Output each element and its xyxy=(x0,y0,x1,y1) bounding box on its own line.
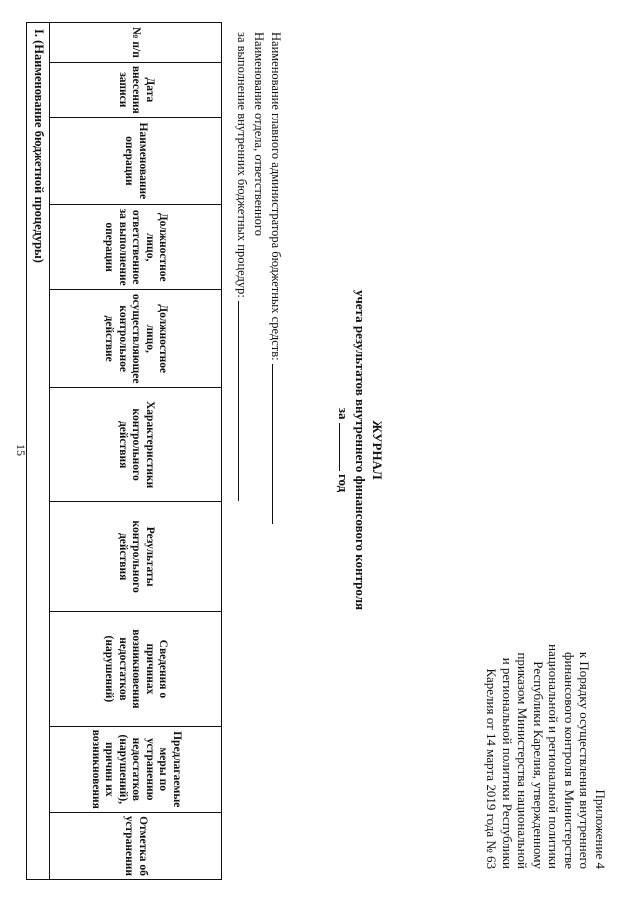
title-heading: ЖУРНАЛ xyxy=(370,420,385,480)
appendix-line: и региональной политики Республики xyxy=(500,657,515,869)
appendix-line: финансового контроля в Министерстве xyxy=(562,652,577,869)
column-header: Дата внесения записи xyxy=(50,62,222,117)
department-label-1: Наименование отдела, ответственного xyxy=(252,32,266,236)
appendix-note xyxy=(484,499,608,869)
column-header: № п/п xyxy=(50,23,222,63)
admin-field xyxy=(267,32,284,592)
column-header: Наименование операции xyxy=(50,117,222,204)
column-header: Должностное лицо, ответственное за выполнение операции xyxy=(50,205,222,290)
year-suffix: год xyxy=(336,473,351,493)
department-field-2 xyxy=(233,32,250,592)
appendix-line: Республики Карелия, утвержденному xyxy=(531,661,546,869)
column-header: Предлагаемые меры по устранению недостатков (нарушений), причин их возникновения xyxy=(50,726,222,812)
column-header: Результаты контрольного действия xyxy=(50,502,222,612)
year-blank xyxy=(339,423,350,471)
journal-table xyxy=(27,22,223,880)
column-header: Сведения о причинах возникновения недостатков (нарушений) xyxy=(50,612,222,726)
department-blank-line xyxy=(238,301,250,501)
appendix-line: Карелия от 14 марта 2019 года № 63 xyxy=(484,668,500,869)
document-title xyxy=(335,250,386,650)
appendix-line: национальной и региональной политики xyxy=(546,644,562,869)
column-header: Должностное лицо, осуществляющее контрольное действие xyxy=(50,290,222,388)
admin-blank-line xyxy=(272,364,284,524)
header-fields xyxy=(233,32,284,592)
title-subheading: учета результатов внутреннего финансового контроля xyxy=(353,289,368,611)
page-number: 15 xyxy=(14,444,28,456)
department-label-2: за выполнение внутренних бюджетных процедур: xyxy=(235,32,249,298)
appendix-line: Приложение 4 xyxy=(593,789,608,869)
section-title: I. (Наименование бюджетной процедуры) xyxy=(27,23,50,880)
department-field-1 xyxy=(250,32,267,592)
column-header: Отметка об устранении xyxy=(50,812,222,879)
year-prefix: за xyxy=(336,407,351,420)
section-row xyxy=(27,23,50,880)
title-year-line xyxy=(335,250,352,650)
table-header-row xyxy=(50,23,222,880)
admin-label: Наименование главного администратора бюджетных средств: xyxy=(269,32,283,361)
appendix-line: к Порядку осуществления внутреннего xyxy=(577,651,593,869)
appendix-line: приказом Министерства национальной xyxy=(515,652,531,869)
column-header: Характеристики контрольного действия xyxy=(50,388,222,502)
